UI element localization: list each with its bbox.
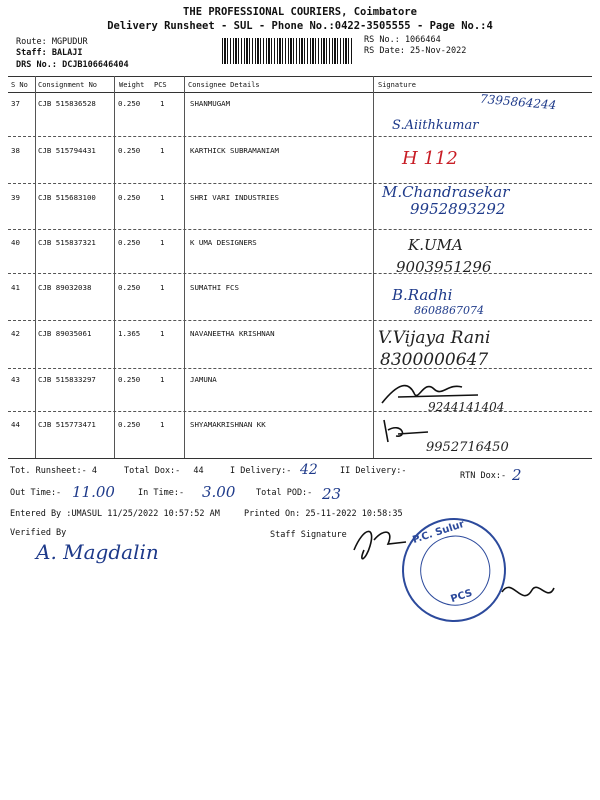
runsheet-title: Delivery Runsheet - SUL - Phone No.:0422-3505555 - Page No.:4 <box>107 20 493 32</box>
cell-weight: 0.250 <box>118 238 141 247</box>
handwritten-phone: 9244141404 <box>428 400 505 414</box>
handwritten-phone: 7395864244 <box>479 91 557 113</box>
entered-by: Entered By :UMASUL 11/25/2022 10:57:52 AM <box>10 509 220 519</box>
row-divider <box>8 368 592 369</box>
i-delivery-label: I Delivery:- <box>230 466 292 476</box>
cell-consignment: CJB 515833297 <box>38 375 96 384</box>
out-time-label: Out Time:- <box>10 488 62 498</box>
cell-weight: 0.250 <box>118 193 141 202</box>
column-divider <box>184 76 185 458</box>
table-top-rule <box>8 76 592 77</box>
column-divider <box>373 76 374 458</box>
i-delivery-value: 42 <box>300 462 318 478</box>
rtn-dox-value: 2 <box>512 466 522 484</box>
stamp-text: PCS <box>449 587 474 606</box>
staff-label: Staff: BALAJI <box>16 48 83 58</box>
cell-pcs: 1 <box>160 193 165 202</box>
col-header-weight: Weight <box>119 81 145 89</box>
handwritten-phone: 9003951296 <box>396 258 492 276</box>
col-header-signature: Signature <box>378 81 416 89</box>
row-divider <box>8 229 592 230</box>
col-header-consignment: Consignment No <box>38 81 98 89</box>
col-header-consignee: Consignee Details <box>188 81 260 89</box>
out-time-value: 11.00 <box>72 483 115 501</box>
total-dox <box>124 466 204 476</box>
cell-consignee: NAVANEETHA KRISHNAN <box>190 329 275 338</box>
cell-weight: 0.250 <box>118 375 141 384</box>
cell-consignee: SHYAMAKRISHNAN KK <box>190 420 266 429</box>
col-header-sno: S No <box>11 81 28 89</box>
cell-weight: 0.250 <box>118 99 141 108</box>
staff-signature-scribble <box>350 520 410 570</box>
column-divider <box>114 76 115 458</box>
cell-pcs: 1 <box>160 329 165 338</box>
rs-number: RS No.: 1066464 <box>364 35 441 45</box>
cell-pcs: 1 <box>160 146 165 155</box>
drs-label: DRS No.: <box>16 60 57 70</box>
row-divider <box>8 136 592 137</box>
handwritten-code: H 112 <box>402 148 458 169</box>
barcode <box>222 38 352 64</box>
stamp-text: P.C. Sulur <box>411 518 466 546</box>
total-pod-value: 23 <box>322 485 342 503</box>
cell-sno: 41 <box>11 283 20 292</box>
stamp-signature-scribble <box>498 572 558 612</box>
rs-date: RS Date: 25-Nov-2022 <box>364 46 467 56</box>
ii-delivery-label: II Delivery:- <box>340 466 407 476</box>
row-divider <box>8 320 592 321</box>
cell-weight: 0.250 <box>118 283 141 292</box>
cell-consignment: CJB 515683100 <box>38 193 96 202</box>
row-divider <box>8 411 592 412</box>
table-bottom-rule <box>8 458 592 459</box>
handwritten-name: K.UMA <box>408 236 463 254</box>
cell-sno: 38 <box>11 146 20 155</box>
printed-on: Printed On: 25-11-2022 10:58:35 <box>244 509 403 519</box>
cell-consignment: CJB 515836528 <box>38 99 96 108</box>
handwritten-phone: 8300000647 <box>380 350 489 370</box>
in-time-value: 3.00 <box>202 483 236 501</box>
verifier-signature: A. Magdalin <box>36 540 159 564</box>
cell-pcs: 1 <box>160 283 165 292</box>
total-dox-value: 44 <box>193 466 204 476</box>
route-label: Route: MGPUDUR <box>16 37 88 47</box>
verified-by-label: Verified By <box>10 528 67 538</box>
total-runsheet: Tot. Runsheet:- 4 <box>10 466 97 476</box>
in-time-label: In Time:- <box>138 488 185 498</box>
cell-consignment: CJB 89032038 <box>38 283 92 292</box>
cell-consignee: SHANMUGAM <box>190 99 231 108</box>
cell-consignment: CJB 515837321 <box>38 238 96 247</box>
handwritten-phone: 9952893292 <box>410 200 506 218</box>
cell-weight: 0.250 <box>118 146 141 155</box>
cell-sno: 37 <box>11 99 20 108</box>
cell-consignee: SUMATHI FCS <box>190 283 239 292</box>
cell-pcs: 1 <box>160 99 165 108</box>
cell-consignee: JAMUNA <box>190 375 217 384</box>
cell-consignee: K UMA DESIGNERS <box>190 238 257 247</box>
cell-consignment: CJB 89035061 <box>38 329 92 338</box>
total-pod-label: Total POD:- <box>256 488 313 498</box>
cell-sno: 43 <box>11 375 20 384</box>
total-dox-label: Total Dox:- <box>124 466 181 476</box>
cell-consignee: KARTHICK SUBRAMANIAM <box>190 146 279 155</box>
rtn-dox-label: RTN Dox:- <box>460 471 507 481</box>
cell-pcs: 1 <box>160 238 165 247</box>
handwritten-name: V.Vijaya Rani <box>378 328 491 348</box>
cell-weight: 1.365 <box>118 329 141 338</box>
cell-weight: 0.250 <box>118 420 141 429</box>
staff-signature-label: Staff Signature <box>270 530 347 540</box>
cell-consignment: CJB 515773471 <box>38 420 96 429</box>
handwritten-name: M.Chandrasekar <box>382 183 510 201</box>
row-divider <box>8 273 592 274</box>
drs-value: DCJB106646404 <box>62 60 129 70</box>
drs-number <box>16 60 129 70</box>
column-divider <box>35 76 36 458</box>
cell-sno: 39 <box>11 193 20 202</box>
cell-pcs: 1 <box>160 375 165 384</box>
cell-sno: 40 <box>11 238 20 247</box>
cell-sno: 42 <box>11 329 20 338</box>
handwritten-phone: 8608867074 <box>414 304 484 317</box>
col-header-pcs: PCS <box>154 81 167 89</box>
cell-sno: 44 <box>11 420 20 429</box>
cell-consignment: CJB 515794431 <box>38 146 96 155</box>
company-title: THE PROFESSIONAL COURIERS, Coimbatore <box>183 6 417 18</box>
cell-pcs: 1 <box>160 420 165 429</box>
handwritten-phone: 9952716450 <box>426 440 509 455</box>
handwritten-name: S.Aiithkumar <box>392 118 479 133</box>
handwritten-name: B.Radhi <box>392 286 453 304</box>
cell-consignee: SHRI VARI INDUSTRIES <box>190 193 279 202</box>
